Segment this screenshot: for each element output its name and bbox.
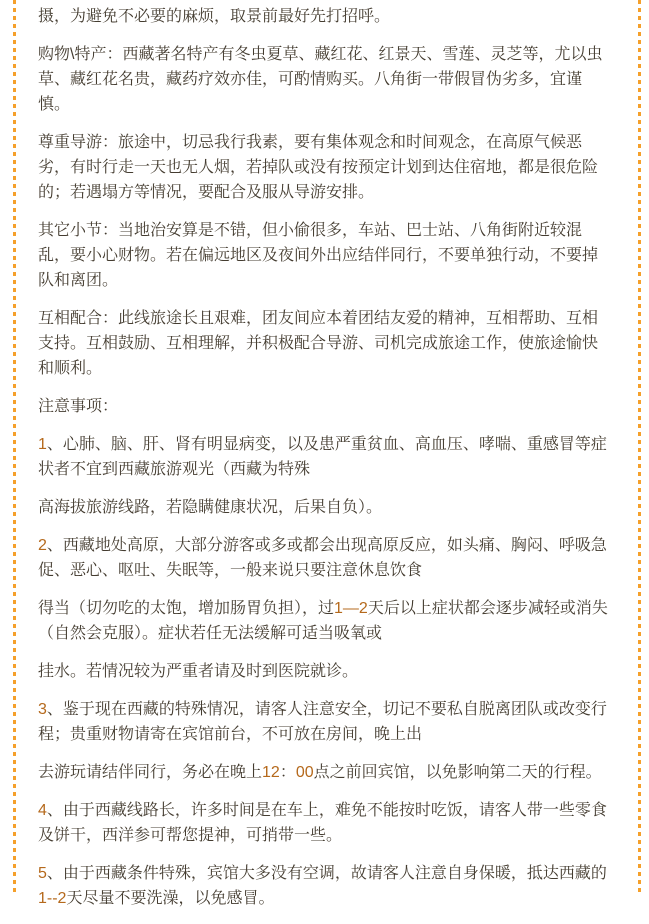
paragraph: 去游玩请结伴同行，务必在晚上12：00点之前回宾馆，以免影响第二天的行程。 — [38, 764, 602, 781]
paragraph: 1、心肺、脑、肝、肾有明显病变，以及患严重贫血、高血压、哮喘、重感冒等症状者不宜到西藏旅游观光（西藏为特殊 — [38, 436, 607, 478]
number-highlight: 1 — [38, 436, 47, 453]
paragraph: 购物\特产：西藏著名特产有冬虫夏草、藏红花、红景天、雪莲、灵芝等，尤以虫草、藏红花名贵，藏药疗效亦佳，可酌情购买。八角街一带假冒伪劣多，宜谨慎。 — [38, 46, 603, 113]
paragraph: 挂水。若情况较为严重者请及时到医院就诊。 — [38, 663, 359, 680]
paragraph: 尊重导游：旅途中，切忌我行我素，要有集体观念和时间观念，在高原气候恶劣，有时行走一天也无人烟，若掉队或没有按预定计划到达住宿地，都是很危险的；若遇塌方等情况，要配合及服从导游安排。 — [38, 134, 599, 201]
number-highlight: 12 — [262, 764, 280, 781]
paragraph: 2、西藏地处高原，大部分游客或多或都会出现高原反应，如头痛、胸闷、呼吸急促、恶心、呕吐、失眠等，一般来说只要注意休息饮食 — [38, 537, 607, 579]
paragraph: 5、由于西藏条件特殊，宾馆大多没有空调，故请客人注意自身保暖，抵达西藏的1--2天尽量不要洗澡，以免感冒。 — [38, 865, 607, 907]
paragraph: 互相配合：此线旅途长且艰难，团友间应本着团结友爱的精神，互相帮助、互相支持。互相鼓励、互相理解，并积极配合导游、司机完成旅途工作，使旅途愉快和顺利。 — [38, 310, 599, 377]
paragraph: 摄，为避免不必要的麻烦，取景前最好先打招呼。 — [38, 8, 391, 25]
paragraph: 3、鉴于现在西藏的特殊情况，请客人注意安全，切记不要私自脱离团队或改变行程；贵重财物请寄在宾馆前台，不可放在房间，晚上出 — [38, 701, 607, 743]
number-highlight: 1--2 — [38, 890, 67, 907]
paragraph: 注意事项： — [38, 398, 119, 415]
document-body — [38, 4, 612, 924]
paragraph: 其它小节：当地治安算是不错，但小偷很多，车站、巴士站、八角街附近较混乱，要小心财物。若在偏远地区及夜间外出应结伴同行，不要单独行动，不要掉队和离团。 — [38, 222, 599, 289]
paragraph: 得当（切勿吃的太饱，增加肠胃负担），过1—2天后以上症状都会逐步减轻或消失（自然会克服）。症状若任无法缓解可适当吸氧或 — [38, 600, 608, 642]
left-dashed-border — [13, 0, 16, 894]
right-dashed-border — [638, 0, 641, 894]
number-highlight: 00 — [295, 764, 314, 781]
paragraph: 高海拔旅游线路，若隐瞒健康状况，后果自负）。 — [38, 499, 383, 516]
number-highlight: 2 — [38, 537, 47, 554]
number-highlight: 3 — [38, 701, 47, 718]
number-highlight: 4 — [38, 802, 47, 819]
paragraph: 4、由于西藏线路长，许多时间是在车上，难免不能按时吃饭，请客人带一些零食及饼干，西洋参可帮您提神，可捎带一些。 — [38, 802, 607, 844]
number-highlight: 5 — [38, 865, 47, 882]
number-highlight: 1—2 — [334, 600, 368, 617]
